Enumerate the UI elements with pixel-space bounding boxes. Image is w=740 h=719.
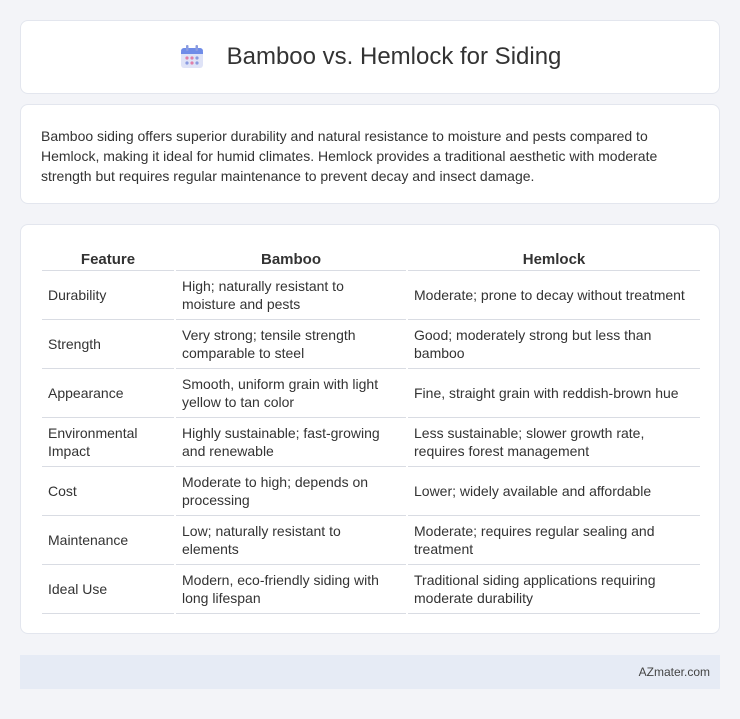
hemlock-cell: Moderate; requires regular sealing and treatment: [408, 516, 700, 565]
title-card: [20, 20, 720, 94]
bamboo-cell: Smooth, uniform grain with light yellow to tan color: [176, 369, 406, 418]
feature-cell: Maintenance: [42, 516, 174, 565]
bamboo-cell: Modern, eco-friendly siding with long lifespan: [176, 565, 406, 614]
feature-cell: Ideal Use: [42, 565, 174, 614]
bamboo-cell: High; naturally resistant to moisture and pests: [176, 271, 406, 320]
table-row: [42, 320, 700, 369]
summary-text: Bamboo siding offers superior durability and natural resistance to moisture and pests compared to Hemlock, making it ideal for humid climates. Hemlock provides a traditional aesthetic with moderate strength but requires regular maintenance to prevent decay and insect damage.: [41, 128, 658, 184]
hemlock-cell: Lower; widely available and affordable: [408, 467, 700, 516]
summary-card: [20, 104, 720, 204]
feature-cell: Appearance: [42, 369, 174, 418]
hemlock-cell: Moderate; prone to decay without treatment: [408, 271, 700, 320]
table-row: [42, 271, 700, 320]
hemlock-cell: Traditional siding applications requiring moderate durability: [408, 565, 700, 614]
page-title: Bamboo vs. Hemlock for Siding: [226, 43, 562, 70]
comparison-table: [40, 245, 702, 614]
table-row: [42, 369, 700, 418]
bamboo-cell: Low; naturally resistant to elements: [176, 516, 406, 565]
table-header-row: [42, 245, 700, 271]
table-row: [42, 467, 700, 516]
hemlock-cell: Good; moderately strong but less than bamboo: [408, 320, 700, 369]
bamboo-cell: Moderate to high; depends on processing: [176, 467, 406, 516]
footer-bar: [20, 655, 720, 689]
feature-cell: Strength: [42, 320, 174, 369]
bamboo-cell: Very strong; tensile strength comparable to steel: [176, 320, 406, 369]
bamboo-cell: Highly sustainable; fast-growing and renewable: [176, 418, 406, 467]
comparison-table-card: [20, 224, 720, 634]
table-row: [42, 565, 700, 614]
hemlock-cell: Fine, straight grain with reddish-brown hue: [408, 369, 700, 418]
footer-brand: AZmater.com: [638, 665, 710, 679]
table-row: [42, 418, 700, 467]
column-header-bamboo: Bamboo: [176, 245, 406, 271]
feature-cell: Durability: [42, 271, 174, 320]
hemlock-cell: Less sustainable; slower growth rate, requires forest management: [408, 418, 700, 467]
calendar-icon: [179, 44, 205, 70]
column-header-hemlock: Hemlock: [408, 245, 700, 271]
feature-cell: Environmental Impact: [42, 418, 174, 467]
table-row: [42, 516, 700, 565]
feature-cell: Cost: [42, 467, 174, 516]
column-header-feature: Feature: [42, 245, 174, 271]
